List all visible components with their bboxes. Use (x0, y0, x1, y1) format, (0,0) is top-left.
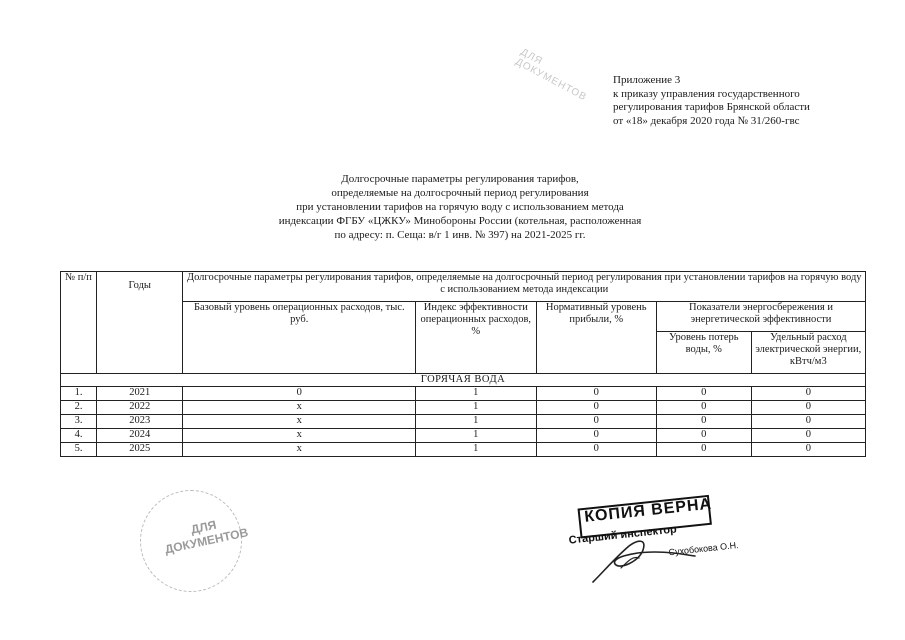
title-line: определяемые на долгосрочный период регулирования (331, 187, 589, 199)
header-efficiency-index: Индекс эффективности операционных расходов, % (416, 302, 536, 374)
header-profit-level: Нормативный уровень прибыли, % (536, 302, 656, 374)
cell-num: 1. (61, 387, 97, 401)
appendix-line: Приложение 3 (613, 74, 681, 86)
cell-loss-level: 0 (656, 401, 751, 415)
cell-loss-level: 0 (656, 429, 751, 443)
appendix-line: от «18» декабря 2020 года № 31/260-гвс (613, 114, 800, 127)
title-line: Долгосрочные параметры регулирования тарифов, (341, 173, 579, 185)
cell-specific-consumption: 0 (751, 401, 865, 415)
cell-profit-level: 0 (536, 401, 656, 415)
header-specific-consumption: Удельный расход электрической энергии, кВтч/м3 (751, 332, 865, 374)
cell-efficiency-index: 1 (416, 429, 536, 443)
header-num: № п/п (61, 272, 97, 374)
cell-base-cost: х (183, 429, 416, 443)
cell-base-cost: 0 (183, 387, 416, 401)
title-line: при установлении тарифов на горячую воду с использованием метода (296, 201, 624, 213)
header-group: Долгосрочные параметры регулирования тарифов, определяемые на долгосрочный период регулирования при установлении тарифов на горячую воду с использованием метода индексации (183, 272, 866, 302)
cell-efficiency-index: 1 (416, 443, 536, 457)
verified-stamp-name: Сухобокова О.Н. (668, 540, 740, 558)
handwritten-signature (585, 530, 705, 585)
cell-num: 2. (61, 401, 97, 415)
title-line: индексации ФГБУ «ЦЖКУ» Минобороны России (котельная, расположенная (278, 215, 642, 227)
cell-loss-level: 0 (656, 387, 751, 401)
faint-round-stamp-text: ДЛЯ ДОКУМЕНТОВ (163, 517, 250, 557)
cell-year: 2024 (97, 429, 183, 443)
cell-year: 2025 (97, 443, 183, 457)
appendix-line: к приказу управления государственного (613, 87, 800, 100)
table-row (61, 443, 866, 457)
faint-stamp-top (496, 47, 595, 138)
cell-efficiency-index: 1 (416, 401, 536, 415)
section-row (61, 374, 866, 387)
cell-profit-level: 0 (536, 415, 656, 429)
cell-specific-consumption: 0 (751, 429, 865, 443)
table-row (61, 401, 866, 415)
cell-num: 5. (61, 443, 97, 457)
cell-year: 2022 (97, 401, 183, 415)
cell-loss-level: 0 (656, 443, 751, 457)
tariff-table (60, 271, 866, 457)
cell-specific-consumption: 0 (751, 415, 865, 429)
cell-profit-level: 0 (536, 387, 656, 401)
header-loss-level: Уровень потерь воды, % (656, 332, 751, 374)
verified-stamp-role: Старший инспектор (568, 523, 678, 547)
cell-base-cost: х (183, 401, 416, 415)
cell-base-cost: х (183, 415, 416, 429)
cell-loss-level: 0 (656, 415, 751, 429)
header-base-cost: Базовый уровень операционных расходов, тыс. руб. (183, 302, 416, 374)
cell-profit-level: 0 (536, 443, 656, 457)
table-header-row (61, 272, 866, 302)
header-years: Годы (97, 272, 183, 374)
cell-profit-level: 0 (536, 429, 656, 443)
title-line: по адресу: п. Сеща: в/г 1 инв. № 397) на 2021-2025 гг. (334, 229, 586, 241)
cell-base-cost: х (183, 443, 416, 457)
cell-num: 3. (61, 415, 97, 429)
cell-specific-consumption: 0 (751, 443, 865, 457)
cell-num: 4. (61, 429, 97, 443)
section-label: ГОРЯЧАЯ ВОДА (61, 374, 866, 387)
table-row (61, 415, 866, 429)
appendix-block (613, 74, 873, 128)
cell-year: 2023 (97, 415, 183, 429)
appendix-line: регулирования тарифов Брянской области (613, 101, 810, 113)
faint-stamp-top-text: ДЛЯ ДОКУМЕНТОВ (513, 46, 589, 104)
cell-efficiency-index: 1 (416, 415, 536, 429)
table-row (61, 387, 866, 401)
document-title (240, 172, 680, 242)
cell-efficiency-index: 1 (416, 387, 536, 401)
cell-specific-consumption: 0 (751, 387, 865, 401)
cell-year: 2021 (97, 387, 183, 401)
table-row (61, 429, 866, 443)
verified-stamp-title: КОПИЯ ВЕРНА (583, 495, 713, 526)
header-energy-group: Показатели энергосбережения и энергетической эффективности (656, 302, 865, 332)
